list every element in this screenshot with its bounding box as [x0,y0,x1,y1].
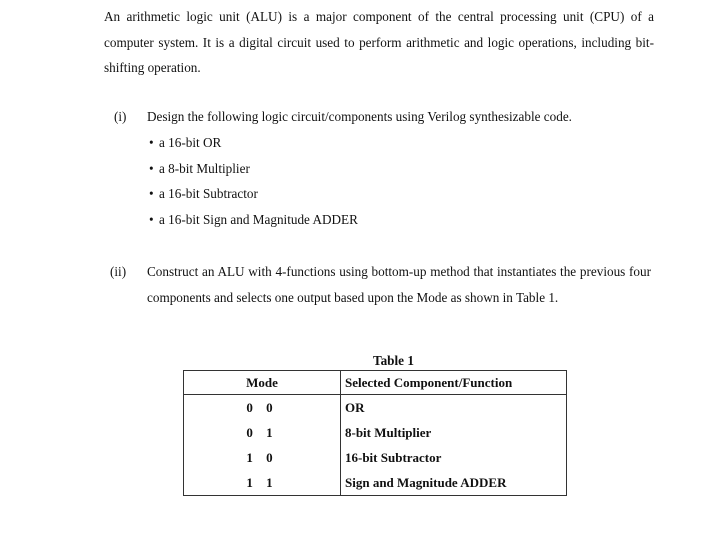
list-item-label: a 16-bit Subtractor [159,186,258,201]
header-function: Selected Component/Function [341,371,567,395]
table-row [184,395,567,421]
mode-cell: 0 0 [184,395,341,421]
table-header-row [184,371,567,395]
table-row [184,445,567,470]
bullet-icon: • [149,211,154,227]
part-ii-marker: (ii) [110,264,127,279]
list-item-label: a 16-bit OR [159,135,222,150]
bullet-icon: • [149,135,154,150]
function-cell: OR [341,395,567,421]
table-row [184,420,567,445]
part-i-text: Design the following logic circuit/components using Verilog synthesizable code. [147,109,572,124]
part-i-marker: (i) [114,109,127,124]
part-ii-text: Construct an ALU with 4-functions using bottom-up method that instantiates the previous four components and selects one output based upon the Mode as shown in Table 1. [147,264,651,305]
table-row [184,470,567,496]
function-cell: Sign and Magnitude ADDER [341,470,567,496]
intro-paragraph: An arithmetic logic unit (ALU) is a major component of the central processing unit (CPU) of a computer system. It is a digital circuit used to perform arithmetic and logic operations, including bit-shifting operation. [104,9,654,75]
mode-cell: 1 1 [246,474,278,490]
list-item-label: a 16-bit Sign and Magnitude ADDER [159,211,358,227]
table-caption: Table 1 [373,353,414,368]
function-cell: 16-bit Subtractor [341,445,567,470]
mode-cell: 1 0 [246,449,278,465]
header-mode: Mode [184,371,341,395]
list-item [149,207,358,233]
component-list [149,130,358,232]
bullet-icon: • [149,186,154,201]
bullet-icon: • [149,160,154,176]
function-cell: 8-bit Multiplier [341,420,567,445]
list-item [149,156,358,182]
list-item-label: a 8-bit Multiplier [159,160,250,176]
mode-cell: 0 1 [246,424,278,440]
list-item [149,130,358,156]
list-item [149,181,358,207]
mode-table [183,370,567,496]
